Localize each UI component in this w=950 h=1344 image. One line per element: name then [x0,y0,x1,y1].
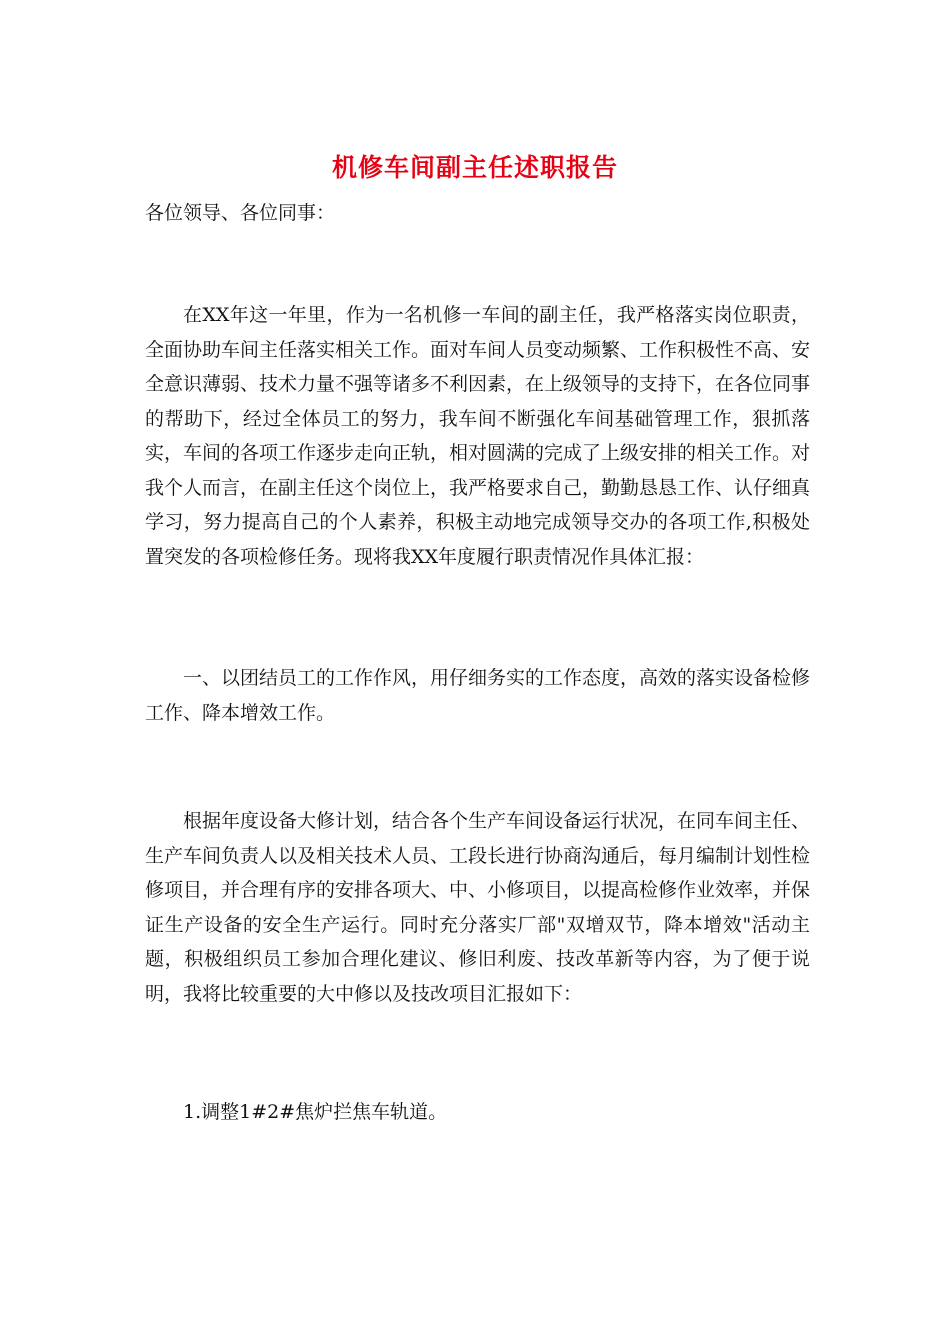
paragraph-intro: 在XX年这一年里，作为一名机修一车间的副主任，我严格落实岗位职责，全面协助车间主任落实相关工作。面对车间人员变动频繁、工作积极性不高、安全意识薄弱、技术力量不强等诸多不利因素，在上级领导的支持下，在各位同事的帮助下，经过全体员工的努力，我车间不断强化车间基础管理工作，狠抓落实，车间的各项工作逐步走向正轨，相对圆满的完成了上级安排的相关工作。对我个人而言，在副主任这个岗位上，我严格要求自己，勤勤恳恳工作、认仔细真学习，努力提高自己的个人素养，积极主动地完成领导交办的各项工作,积极处置突发的各项检修任务。现将我XX年度履行职责情况作具体汇报： [145,304,811,568]
document-title: 机修车间副主任述职报告 [331,153,618,182]
paragraph-item-1: 1.调整1#2#焦炉拦焦车轨道。 [183,1101,448,1123]
paragraph-section-heading: 一、以团结员工的工作作风，用仔细务实的工作态度，高效的落实设备检修工作、降本增效工作。 [145,667,811,724]
paragraph-maintenance-plan: 根据年度设备大修计划，结合各个生产车间设备运行状况，在同车间主任、生产车间负责人以及相关技术人员、工段长进行协商沟通后，每月编制计划性检修项目，并合理有序的安排各项大、中、小修项目，以提高检修作业效率，并保证生产设备的安全生产运行。同时充分落实厂部"双增双节，降本增效"活动主题，积极组织员工参加合理化建议、修旧利废、技改革新等内容，为了便于说明，我将比较重要的大中修以及技改项目汇报如下： [145,810,811,1005]
salutation: 各位领导、各位同事： [145,202,336,224]
